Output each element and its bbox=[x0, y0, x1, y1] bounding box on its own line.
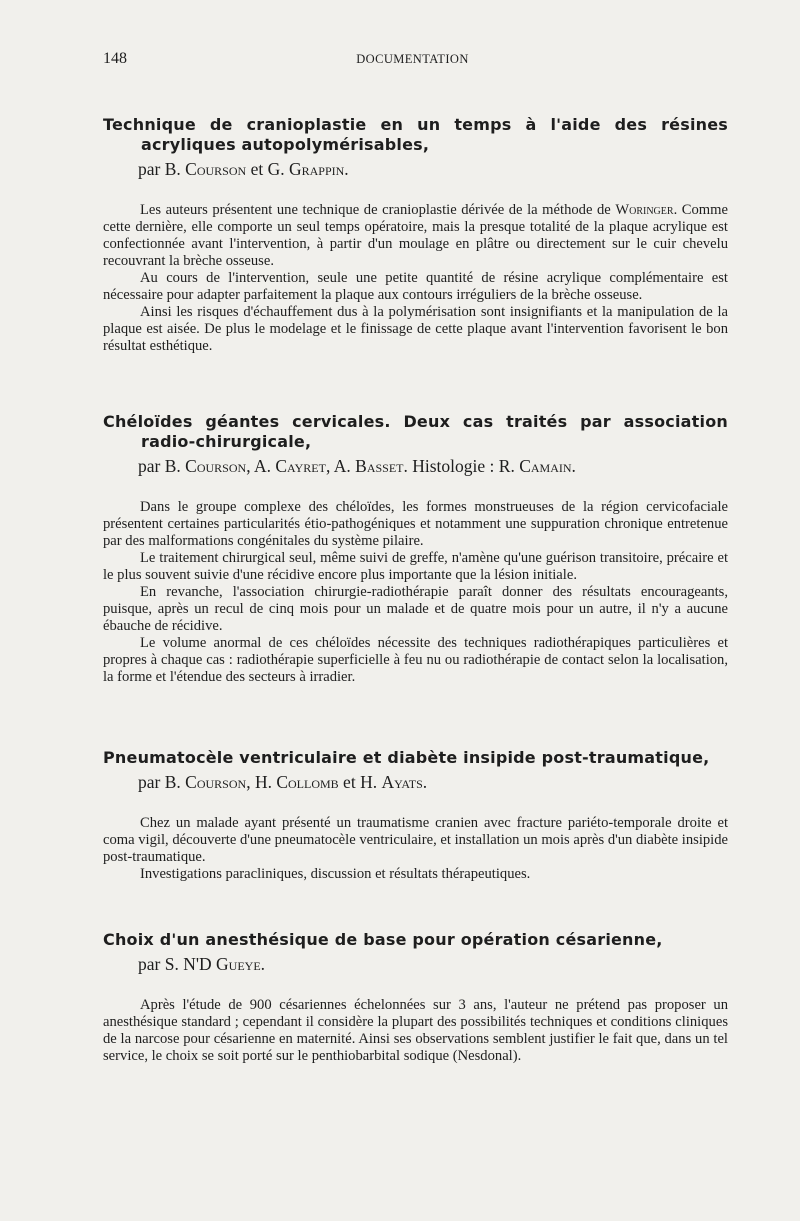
article-pneumatocele bbox=[103, 748, 728, 883]
article-abstract bbox=[103, 815, 728, 883]
article-cesarienne bbox=[103, 930, 728, 1065]
author-name: N'D Gueye. bbox=[183, 954, 266, 974]
abstract-paragraph: Dans le groupe complexe des chéloïdes, les formes monstrueuses de la région cervicofaciale présentent certaines particularités étio-pathogéniques et notamment une suppuration chronique entretenue par des malformations congénitales du système pilaire. bbox=[103, 499, 728, 549]
article-abstract bbox=[103, 499, 728, 686]
article-title: Pneumatocèle ventriculaire et diabète insipide post-traumatique, bbox=[103, 748, 710, 767]
abstract-paragraph: Le traitement chirurgical seul, même suivi de greffe, n'amène qu'une guérison transitoire, précaire et le plus souvent suivie d'une récidive encore plus importante que la lésion initiale. bbox=[103, 550, 728, 583]
article-abstract bbox=[103, 202, 728, 355]
article-abstract bbox=[103, 997, 728, 1065]
article-byline: par B. Courson, H. Collomb et H. Ayats. bbox=[138, 772, 428, 792]
running-header bbox=[103, 50, 722, 70]
author-name: Courson bbox=[185, 456, 247, 476]
author-name: Collomb bbox=[276, 772, 339, 792]
author-name: Courson bbox=[185, 772, 247, 792]
abstract-paragraph: Le volume anormal de ces chéloïdes nécessite des techniques radiothérapiques particulières et propres à chaque cas : radiothérapie superficielle à feu nu ou radiothérapie de contact selon la localisation, la forme et l'étendue des secteurs à irradier. bbox=[103, 635, 728, 685]
author-name: Basset bbox=[355, 456, 404, 476]
author-name: Camain. bbox=[519, 456, 576, 476]
author-name: Cayret bbox=[275, 456, 326, 476]
article-title: Choix d'un anesthésique de base pour opération césarienne, bbox=[103, 930, 663, 949]
abstract-paragraph: En revanche, l'association chirurgie-radiothérapie paraît donner des résultats encourageants, puisque, après un recul de cinq mois pour un malade et de quatre mois pour un autre, il n'y a aucune ébauche de récidive. bbox=[103, 584, 728, 634]
article-cranioplastie bbox=[103, 115, 728, 355]
abstract-paragraph: Chez un malade ayant présenté un traumatisme cranien avec fracture pariéto-temporale droite et coma vigil, découverte d'une pneumatocèle ventriculaire, et installation un mois après d'un diabète insipide post-traumatique. bbox=[103, 815, 728, 865]
article-byline: par S. N'D Gueye. bbox=[138, 954, 266, 974]
article-cheloides bbox=[103, 412, 728, 686]
page-number: 148 bbox=[103, 50, 127, 67]
article-byline: par B. Courson, A. Cayret, A. Basset. Histologie : R. Camain. bbox=[138, 456, 576, 476]
article-title: Chéloïdes géantes cervicales. Deux cas traités par association radio-chirurgicale, bbox=[103, 412, 728, 451]
abstract-paragraph: Après l'étude de 900 césariennes échelonnées sur 3 ans, l'auteur ne prétend pas proposer un anesthésique standard ; cependant il considère la plupart des possibilités techniques et conditions cliniques de la narcose pour césarienne en maternité. Ainsi ses observations semblent justifier le fait que, dans un tel service, le choix se soit porté sur le penthiobarbital sodique (Nesdonal). bbox=[103, 997, 728, 1064]
author-name: Courson bbox=[185, 159, 247, 179]
author-name: Grappin bbox=[288, 159, 345, 179]
article-title: Technique de cranioplastie en un temps à l'aide des résines acryliques autopolymérisables, bbox=[103, 115, 728, 154]
abstract-paragraph: Ainsi les risques d'échauffement dus à la polymérisation sont insignifiants et la manipulation de la plaque est aisée. De plus le modelage et le finissage de cette plaque avant l'intervention favorisent le bon résultat esthétique. bbox=[103, 304, 728, 354]
author-name: Ayats bbox=[381, 772, 423, 792]
running-title: DOCUMENTATION bbox=[356, 52, 469, 66]
article-byline: par B. Courson et G. Grappin. bbox=[138, 159, 349, 179]
abstract-paragraph: Au cours de l'intervention, seule une petite quantité de résine acrylique complémentaire est nécessaire pour adapter parfaitement la plaque aux contours irréguliers de la brèche osseuse. bbox=[103, 270, 728, 303]
abstract-paragraph: Investigations paracliniques, discussion et résultats thérapeutiques. bbox=[140, 866, 531, 882]
abstract-paragraph: Les auteurs présentent une technique de cranioplastie dérivée de la méthode de Woringer. Comme cette dernière, elle comporte un seul temps opératoire, mais la presque totalité de la plaque acrylique est confectionnée avant l'intervention, à partir d'un moulage en plâtre ou directement sur le cuir chevelu recouvrant la brèche osseuse. bbox=[103, 202, 728, 269]
